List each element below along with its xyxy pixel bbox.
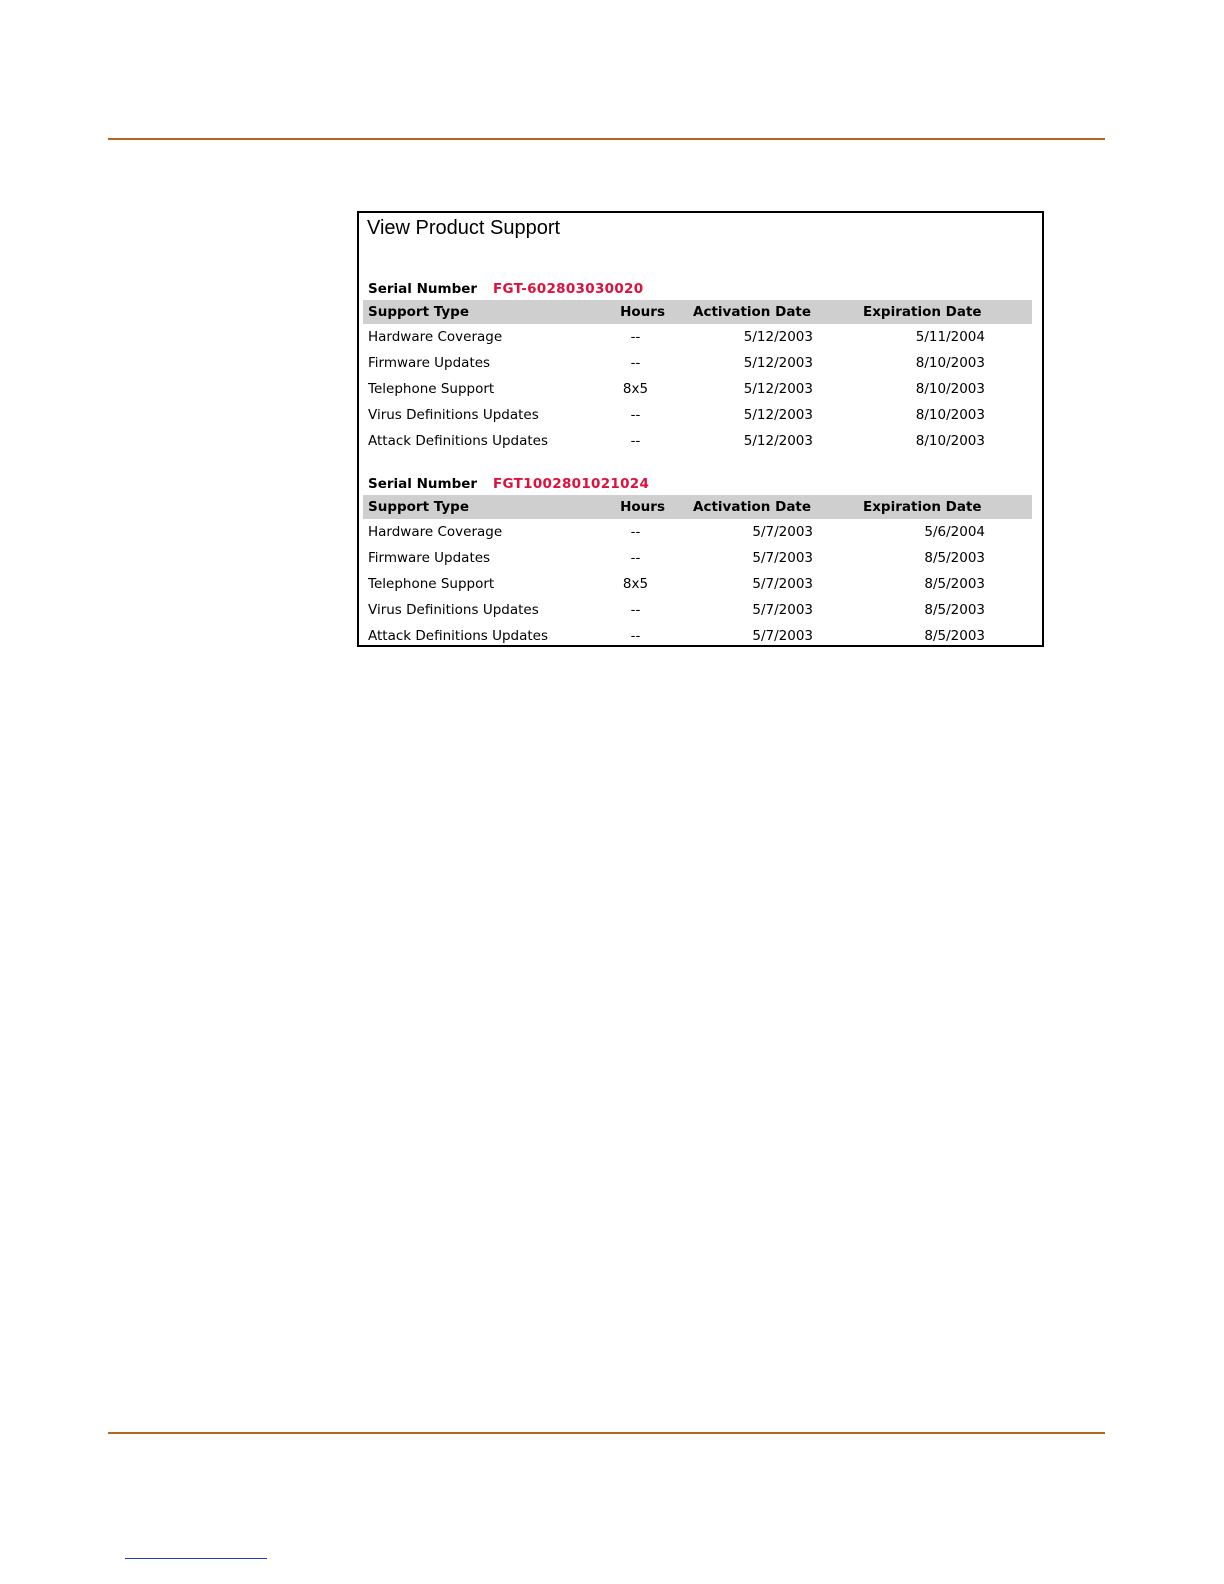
expiration-date-cell: 8/10/2003 — [915, 433, 985, 449]
expiration-date-cell: 8/5/2003 — [924, 602, 985, 618]
activation-date-cell: 5/7/2003 — [752, 550, 813, 566]
expiration-date-cell: 8/10/2003 — [915, 355, 985, 371]
expiration-date-cell: 8/10/2003 — [915, 407, 985, 423]
table-row — [363, 428, 1032, 454]
activation-date-cell: 5/7/2003 — [752, 602, 813, 618]
expiration-date-cell: 8/5/2003 — [924, 576, 985, 592]
serial-number-row — [363, 278, 1032, 300]
serial-number-value: FGT-602803030020 — [493, 281, 644, 297]
activation-date-cell: 5/7/2003 — [752, 576, 813, 592]
header-support-type: Support Type — [368, 499, 469, 515]
hours-cell: -- — [630, 602, 641, 618]
activation-date-cell: 5/12/2003 — [743, 329, 813, 345]
activation-date-cell: 5/7/2003 — [752, 628, 813, 644]
support-type-cell: Virus Definitions Updates — [368, 602, 539, 618]
hours-cell: -- — [630, 628, 641, 644]
serial-number-row — [363, 473, 1032, 495]
serial-number-label: Serial Number — [368, 281, 478, 297]
table-header — [363, 495, 1032, 519]
hours-cell: -- — [630, 355, 641, 371]
hours-cell: -- — [630, 524, 641, 540]
activation-date-cell: 5/12/2003 — [743, 433, 813, 449]
support-type-cell: Hardware Coverage — [368, 329, 503, 345]
activation-date-cell: 5/7/2003 — [752, 524, 813, 540]
table-row — [363, 324, 1032, 350]
header-support-type: Support Type — [368, 304, 469, 320]
support-type-cell: Firmware Updates — [368, 355, 491, 371]
hours-cell: -- — [630, 329, 641, 345]
table-row — [363, 571, 1032, 597]
support-type-cell: Attack Definitions Updates — [368, 433, 549, 449]
table-row — [363, 402, 1032, 428]
header-activation-date: Activation Date — [693, 304, 812, 320]
activation-date-cell: 5/12/2003 — [743, 381, 813, 397]
page-top-rule — [108, 138, 1105, 140]
header-expiration-date: Expiration Date — [863, 499, 982, 515]
footer-link-underline — [125, 1558, 267, 1559]
table-row — [363, 350, 1032, 376]
table-row — [363, 376, 1032, 402]
serial-number-value: FGT1002801021024 — [493, 476, 650, 492]
expiration-date-cell: 8/5/2003 — [924, 550, 985, 566]
table-row — [363, 597, 1032, 623]
expiration-date-cell: 5/6/2004 — [924, 524, 985, 540]
activation-date-cell: 5/12/2003 — [743, 407, 813, 423]
table-header — [363, 300, 1032, 324]
hours-cell: -- — [630, 433, 641, 449]
support-section-1 — [363, 278, 1032, 454]
product-support-panel — [357, 211, 1044, 647]
support-section-2 — [363, 473, 1032, 647]
table-row — [363, 519, 1032, 545]
header-hours: Hours — [620, 304, 665, 320]
expiration-date-cell: 8/10/2003 — [915, 381, 985, 397]
hours-cell: -- — [630, 407, 641, 423]
support-type-cell: Attack Definitions Updates — [368, 628, 549, 644]
expiration-date-cell: 5/11/2004 — [915, 329, 985, 345]
serial-number-label: Serial Number — [368, 476, 478, 492]
activation-date-cell: 5/12/2003 — [743, 355, 813, 371]
panel-title: View Product Support — [367, 217, 561, 239]
hours-cell: 8x5 — [622, 576, 649, 592]
hours-cell: 8x5 — [622, 381, 649, 397]
support-type-cell: Hardware Coverage — [368, 524, 503, 540]
header-activation-date: Activation Date — [693, 499, 812, 515]
header-expiration-date: Expiration Date — [863, 304, 982, 320]
page-bottom-rule — [108, 1432, 1105, 1434]
hours-cell: -- — [630, 550, 641, 566]
support-type-cell: Telephone Support — [368, 576, 495, 592]
support-type-cell: Virus Definitions Updates — [368, 407, 539, 423]
header-hours: Hours — [620, 499, 665, 515]
support-type-cell: Firmware Updates — [368, 550, 491, 566]
support-type-cell: Telephone Support — [368, 381, 495, 397]
table-row — [363, 623, 1032, 647]
expiration-date-cell: 8/5/2003 — [924, 628, 985, 644]
table-row — [363, 545, 1032, 571]
